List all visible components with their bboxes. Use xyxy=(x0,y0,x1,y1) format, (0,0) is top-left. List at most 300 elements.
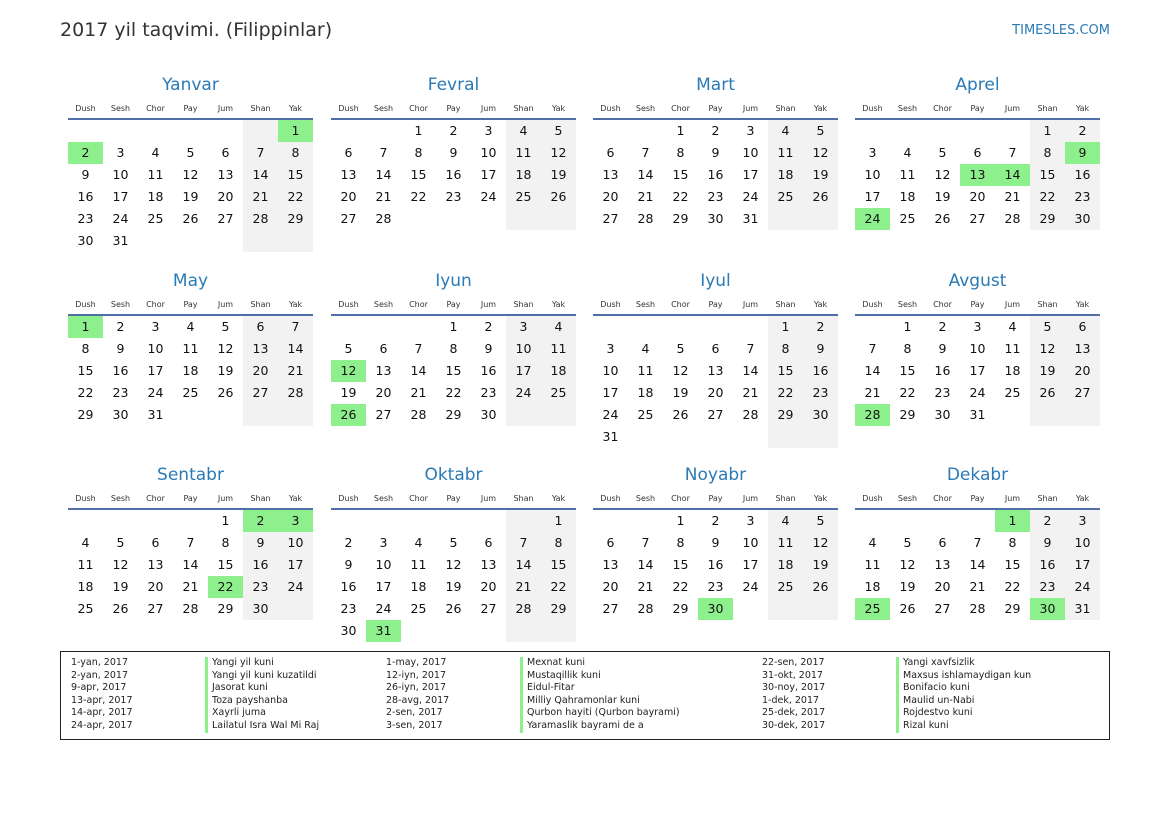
day-cell: 5 xyxy=(803,510,838,532)
empty-cell xyxy=(401,208,436,230)
day-cell: 18 xyxy=(182,363,199,378)
day-cell: 12 xyxy=(672,363,689,378)
day-cell: 1 xyxy=(414,123,423,138)
day-cell: 10 xyxy=(147,341,164,356)
day-cell: 4 xyxy=(81,535,90,550)
weekday-header: Shan xyxy=(1030,295,1065,316)
day-cell: 22 xyxy=(672,189,689,204)
empty-cell xyxy=(803,426,838,448)
weekday-header: Jum xyxy=(471,99,506,120)
month-avgust xyxy=(855,267,1100,426)
day-cell: 14 xyxy=(375,167,392,182)
day-cell: 16 xyxy=(77,189,94,204)
month-mart xyxy=(593,71,838,230)
day-cell: 18 xyxy=(768,164,803,186)
day-cell: 5 xyxy=(676,341,685,356)
weekday-header: Pay xyxy=(436,489,471,510)
weekday-header: Chor xyxy=(138,295,173,316)
weekday-header: Yak xyxy=(1065,489,1100,510)
day-cell: 10 xyxy=(112,167,129,182)
weekday-header: Jum xyxy=(471,295,506,316)
day-cell: 22 xyxy=(899,385,916,400)
day-cell: 24 xyxy=(112,211,129,226)
day-cell: 24 xyxy=(278,576,313,598)
day-cell: 14 xyxy=(182,557,199,572)
day-cell: 9 xyxy=(243,532,278,554)
holiday-name: Rizal kuni xyxy=(896,720,949,733)
legend-row xyxy=(762,657,1031,670)
day-cell: 8 xyxy=(1008,535,1017,550)
day-cell: 18 xyxy=(147,189,164,204)
day-cell: 18 xyxy=(1004,363,1021,378)
holiday-date: 3-sen, 2017 xyxy=(386,719,443,731)
weekday-header: Chor xyxy=(138,99,173,120)
day-cell: 9 xyxy=(711,535,720,550)
day-cell: 28 xyxy=(506,598,541,620)
empty-cell xyxy=(698,316,733,338)
empty-cell xyxy=(593,120,628,142)
holiday-date: 22-sen, 2017 xyxy=(762,657,825,668)
day-cell: 12 xyxy=(803,532,838,554)
empty-cell xyxy=(68,120,103,142)
day-cell: 23 xyxy=(480,385,497,400)
day-cell: 17 xyxy=(602,385,619,400)
day-cell: 23 xyxy=(707,189,724,204)
day-cell: 4 xyxy=(506,120,541,142)
day-cell: 19 xyxy=(803,554,838,576)
day-cell: 6 xyxy=(711,341,720,356)
day-cell: 3 xyxy=(506,316,541,338)
weekday-header: Sesh xyxy=(366,99,401,120)
empty-cell xyxy=(208,404,243,426)
weekday-header: Chor xyxy=(925,295,960,316)
day-cell: 29 xyxy=(672,211,689,226)
day-cell: 18 xyxy=(541,360,576,382)
month-iyul xyxy=(593,267,838,448)
day-cell: 11 xyxy=(182,341,199,356)
day-cell: 29 xyxy=(445,407,462,422)
day-cell: 21 xyxy=(864,385,881,400)
holiday-name: Mexnat kuni xyxy=(520,657,585,670)
day-cell: 20 xyxy=(707,385,724,400)
day-cell: 7 xyxy=(641,535,650,550)
day-cell: 21 xyxy=(375,189,392,204)
holiday-date: 1-dek, 2017 xyxy=(762,694,820,706)
holiday-date: 2-yan, 2017 xyxy=(71,669,128,681)
day-cell: 17 xyxy=(742,557,759,572)
holiday-date: 28-avg, 2017 xyxy=(386,694,450,706)
day-cell: 11 xyxy=(864,557,881,572)
day-cell: 11 xyxy=(410,557,427,572)
day-cell: 9 xyxy=(449,145,458,160)
weekday-header: Pay xyxy=(960,489,995,510)
day-cell: 4 xyxy=(768,120,803,142)
day-cell: 2 xyxy=(803,316,838,338)
day-cell: 10 xyxy=(506,338,541,360)
empty-cell xyxy=(593,510,628,532)
weekday-header: Pay xyxy=(698,295,733,316)
empty-cell xyxy=(436,208,471,230)
holiday-name: Yaramaslik bayrami de a xyxy=(520,720,644,733)
day-cell: 24 xyxy=(969,385,986,400)
month-dekabr xyxy=(855,461,1100,620)
day-cell: 28 xyxy=(278,382,313,404)
holiday-name: Lailatul Isra Wal Mi Raj xyxy=(205,720,319,733)
day-cell: 9 xyxy=(344,557,353,572)
day-cell: 8 xyxy=(81,341,90,356)
day-cell: 28 xyxy=(375,211,392,226)
weekday-header: Shan xyxy=(243,489,278,510)
day-cell: 30 xyxy=(77,233,94,248)
day-cell: 1 xyxy=(68,316,103,338)
month-name: May xyxy=(172,271,209,291)
day-cell: 8 xyxy=(541,532,576,554)
day-cell: 19 xyxy=(803,164,838,186)
month-name: Oktabr xyxy=(424,465,483,485)
day-cell: 1 xyxy=(676,513,685,528)
day-cell: 22 xyxy=(672,579,689,594)
day-cell: 23 xyxy=(445,189,462,204)
day-cell: 31 xyxy=(1065,598,1100,620)
day-cell: 12 xyxy=(541,142,576,164)
day-cell: 23 xyxy=(243,576,278,598)
day-cell: 15 xyxy=(768,360,803,382)
empty-cell xyxy=(138,230,173,252)
day-cell: 16 xyxy=(803,360,838,382)
holiday-name: Toza payshanba xyxy=(205,695,288,708)
weekday-header: Sesh xyxy=(890,99,925,120)
empty-cell xyxy=(208,230,243,252)
day-cell: 7 xyxy=(379,145,388,160)
empty-cell xyxy=(663,316,698,338)
day-cell: 25 xyxy=(899,211,916,226)
weekday-header: Jum xyxy=(995,99,1030,120)
day-cell: 14 xyxy=(995,164,1030,186)
day-cell: 20 xyxy=(243,360,278,382)
day-cell: 19 xyxy=(182,189,199,204)
day-cell: 15 xyxy=(541,554,576,576)
day-cell: 7 xyxy=(641,145,650,160)
legend-row xyxy=(386,670,680,683)
day-cell: 20 xyxy=(1065,360,1100,382)
day-cell: 12 xyxy=(182,167,199,182)
weekday-header: Yak xyxy=(541,295,576,316)
day-cell: 15 xyxy=(672,557,689,572)
holiday-date: 2-sen, 2017 xyxy=(386,707,443,719)
weekday-header: Sesh xyxy=(628,489,663,510)
holiday-name: Yangi yil kuni xyxy=(205,657,274,670)
day-cell: 7 xyxy=(243,142,278,164)
day-cell: 27 xyxy=(340,211,357,226)
day-cell: 27 xyxy=(1065,382,1100,404)
month-aprel xyxy=(855,71,1100,230)
holiday-name: Yangi xavfsizlik xyxy=(896,657,975,670)
weekday-header: Jum xyxy=(208,99,243,120)
weekday-header: Yak xyxy=(541,99,576,120)
month-name: Fevral xyxy=(427,75,480,95)
day-cell: 9 xyxy=(81,167,90,182)
holiday-name: Eidul-Fitar xyxy=(520,682,575,695)
day-cell: 29 xyxy=(768,404,803,426)
day-cell: 2 xyxy=(711,513,720,528)
weekday-header: Dush xyxy=(593,489,628,510)
day-cell: 24 xyxy=(375,601,392,616)
day-cell: 25 xyxy=(768,186,803,208)
weekday-header: Jum xyxy=(208,489,243,510)
day-cell: 24 xyxy=(1065,576,1100,598)
day-cell: 12 xyxy=(217,341,234,356)
day-cell: 6 xyxy=(484,535,493,550)
weekday-header: Chor xyxy=(663,489,698,510)
empty-cell xyxy=(663,426,698,448)
day-cell: 15 xyxy=(77,363,94,378)
day-cell: 26 xyxy=(217,385,234,400)
day-cell: 13 xyxy=(1065,338,1100,360)
month-grid xyxy=(593,295,838,448)
month-name: Dekabr xyxy=(946,465,1009,485)
weekday-header: Dush xyxy=(68,99,103,120)
page-title: 2017 yil taqvimi. (Filippinlar) xyxy=(60,19,333,41)
day-cell: 10 xyxy=(278,532,313,554)
legend-row xyxy=(762,720,1031,733)
day-cell: 24 xyxy=(742,189,759,204)
empty-cell xyxy=(138,510,173,532)
weekday-header: Chor xyxy=(401,99,436,120)
day-cell: 17 xyxy=(969,363,986,378)
empty-cell xyxy=(103,120,138,142)
day-cell: 16 xyxy=(340,579,357,594)
day-cell: 8 xyxy=(676,535,685,550)
empty-cell xyxy=(593,316,628,338)
day-cell: 14 xyxy=(506,554,541,576)
day-cell: 1 xyxy=(541,510,576,532)
day-cell: 21 xyxy=(243,186,278,208)
day-cell: 28 xyxy=(1004,211,1021,226)
holiday-date: 1-yan, 2017 xyxy=(71,657,128,668)
holiday-date: 1-may, 2017 xyxy=(386,657,447,668)
day-cell: 10 xyxy=(742,145,759,160)
day-cell: 19 xyxy=(541,164,576,186)
empty-cell xyxy=(1030,404,1065,426)
day-cell: 4 xyxy=(868,535,877,550)
day-cell: 5 xyxy=(903,535,912,550)
holiday-date: 30-noy, 2017 xyxy=(762,682,826,694)
empty-cell xyxy=(103,510,138,532)
holiday-name: Milliy Qahramonlar kuni xyxy=(520,695,640,708)
month-name: Yanvar xyxy=(162,75,219,95)
day-cell: 22 xyxy=(410,189,427,204)
day-cell: 19 xyxy=(1030,360,1065,382)
day-cell: 25 xyxy=(506,186,541,208)
empty-cell xyxy=(855,120,890,142)
day-cell: 14 xyxy=(742,363,759,378)
day-cell: 6 xyxy=(973,145,982,160)
day-cell: 27 xyxy=(602,211,619,226)
day-cell: 8 xyxy=(278,142,313,164)
weekday-header: Shan xyxy=(768,489,803,510)
day-cell: 5 xyxy=(344,341,353,356)
site-link[interactable]: TIMESLES.COM xyxy=(1012,23,1110,38)
day-cell: 3 xyxy=(746,123,755,138)
day-cell: 25 xyxy=(637,407,654,422)
day-cell: 3 xyxy=(606,341,615,356)
day-cell: 8 xyxy=(768,338,803,360)
day-cell: 29 xyxy=(899,407,916,422)
empty-cell xyxy=(278,598,313,620)
day-cell: 23 xyxy=(112,385,129,400)
day-cell: 1 xyxy=(768,316,803,338)
day-cell: 13 xyxy=(480,557,497,572)
day-cell: 11 xyxy=(768,142,803,164)
day-cell: 15 xyxy=(899,363,916,378)
day-cell: 10 xyxy=(480,145,497,160)
empty-cell xyxy=(173,120,208,142)
day-cell: 14 xyxy=(637,167,654,182)
day-cell: 4 xyxy=(1008,319,1017,334)
day-cell: 10 xyxy=(375,557,392,572)
day-cell: 6 xyxy=(1065,316,1100,338)
month-grid xyxy=(68,295,313,426)
day-cell: 6 xyxy=(221,145,230,160)
day-cell: 24 xyxy=(480,189,497,204)
weekday-header: Sesh xyxy=(890,295,925,316)
empty-cell xyxy=(278,230,313,252)
day-cell: 28 xyxy=(742,407,759,422)
day-cell: 6 xyxy=(606,145,615,160)
day-cell: 24 xyxy=(742,579,759,594)
day-cell: 13 xyxy=(602,557,619,572)
weekday-header: Jum xyxy=(208,295,243,316)
weekday-header: Dush xyxy=(855,295,890,316)
day-cell: 13 xyxy=(602,167,619,182)
day-cell: 5 xyxy=(1030,316,1065,338)
day-cell: 31 xyxy=(366,620,401,642)
day-cell: 27 xyxy=(602,601,619,616)
empty-cell xyxy=(960,510,995,532)
day-cell: 5 xyxy=(186,145,195,160)
day-cell: 18 xyxy=(768,554,803,576)
day-cell: 23 xyxy=(1030,576,1065,598)
empty-cell xyxy=(995,120,1030,142)
day-cell: 30 xyxy=(934,407,951,422)
holiday-legend xyxy=(60,651,1110,740)
day-cell: 25 xyxy=(410,601,427,616)
day-cell: 7 xyxy=(278,316,313,338)
day-cell: 21 xyxy=(506,576,541,598)
day-cell: 19 xyxy=(340,385,357,400)
day-cell: 5 xyxy=(938,145,947,160)
day-cell: 28 xyxy=(182,601,199,616)
weekday-header: Shan xyxy=(506,489,541,510)
weekday-header: Jum xyxy=(471,489,506,510)
day-cell: 25 xyxy=(1004,385,1021,400)
empty-cell xyxy=(628,426,663,448)
weekday-header: Sesh xyxy=(890,489,925,510)
day-cell: 27 xyxy=(217,211,234,226)
day-cell: 8 xyxy=(676,145,685,160)
day-cell: 20 xyxy=(602,579,619,594)
empty-cell xyxy=(855,510,890,532)
legend-row xyxy=(386,707,680,720)
weekday-header: Pay xyxy=(173,489,208,510)
day-cell: 24 xyxy=(602,407,619,422)
day-cell: 2 xyxy=(243,510,278,532)
day-cell: 7 xyxy=(1008,145,1017,160)
empty-cell xyxy=(401,620,436,642)
day-cell: 22 xyxy=(77,385,94,400)
empty-cell xyxy=(890,120,925,142)
day-cell: 26 xyxy=(803,186,838,208)
month-grid xyxy=(855,489,1100,620)
empty-cell xyxy=(68,510,103,532)
holiday-name: Qurbon hayiti (Qurbon bayrami) xyxy=(520,707,680,720)
day-cell: 3 xyxy=(379,535,388,550)
day-cell: 25 xyxy=(855,598,890,620)
empty-cell xyxy=(628,316,663,338)
month-fevral xyxy=(331,71,576,230)
day-cell: 18 xyxy=(899,189,916,204)
empty-cell xyxy=(768,208,803,230)
day-cell: 15 xyxy=(445,363,462,378)
empty-cell xyxy=(208,120,243,142)
empty-cell xyxy=(436,510,471,532)
legend-row xyxy=(762,670,1031,683)
holiday-date: 14-apr, 2017 xyxy=(71,707,133,719)
day-cell: 17 xyxy=(147,363,164,378)
day-cell: 17 xyxy=(375,579,392,594)
month-name: Sentabr xyxy=(157,465,224,485)
day-cell: 31 xyxy=(602,429,619,444)
day-cell: 4 xyxy=(186,319,195,334)
legend-column xyxy=(71,657,319,733)
holiday-date: 26-iyn, 2017 xyxy=(386,682,447,694)
day-cell: 4 xyxy=(414,535,423,550)
weekday-header: Sesh xyxy=(628,295,663,316)
weekday-header: Shan xyxy=(506,295,541,316)
empty-cell xyxy=(506,208,541,230)
month-grid xyxy=(593,489,838,620)
weekday-header: Yak xyxy=(278,99,313,120)
legend-row xyxy=(762,707,1031,720)
legend-row xyxy=(71,670,319,683)
day-cell: 25 xyxy=(768,576,803,598)
day-cell: 18 xyxy=(410,579,427,594)
holiday-date: 13-apr, 2017 xyxy=(71,694,133,706)
day-cell: 21 xyxy=(278,360,313,382)
empty-cell xyxy=(541,404,576,426)
day-cell: 11 xyxy=(541,338,576,360)
day-cell: 1 xyxy=(676,123,685,138)
day-cell: 16 xyxy=(707,557,724,572)
day-cell: 27 xyxy=(707,407,724,422)
day-cell: 26 xyxy=(899,601,916,616)
month-name: Avgust xyxy=(948,271,1007,291)
day-cell: 12 xyxy=(445,557,462,572)
day-cell: 7 xyxy=(746,341,755,356)
day-cell: 30 xyxy=(340,623,357,638)
day-cell: 25 xyxy=(77,601,94,616)
day-cell: 29 xyxy=(1004,601,1021,616)
legend-row xyxy=(762,695,1031,708)
day-cell: 15 xyxy=(672,167,689,182)
day-cell: 26 xyxy=(672,407,689,422)
month-iyun xyxy=(331,267,576,426)
day-cell: 31 xyxy=(112,233,129,248)
day-cell: 10 xyxy=(969,341,986,356)
day-cell: 24 xyxy=(147,385,164,400)
day-cell: 29 xyxy=(1030,208,1065,230)
day-cell: 21 xyxy=(969,579,986,594)
